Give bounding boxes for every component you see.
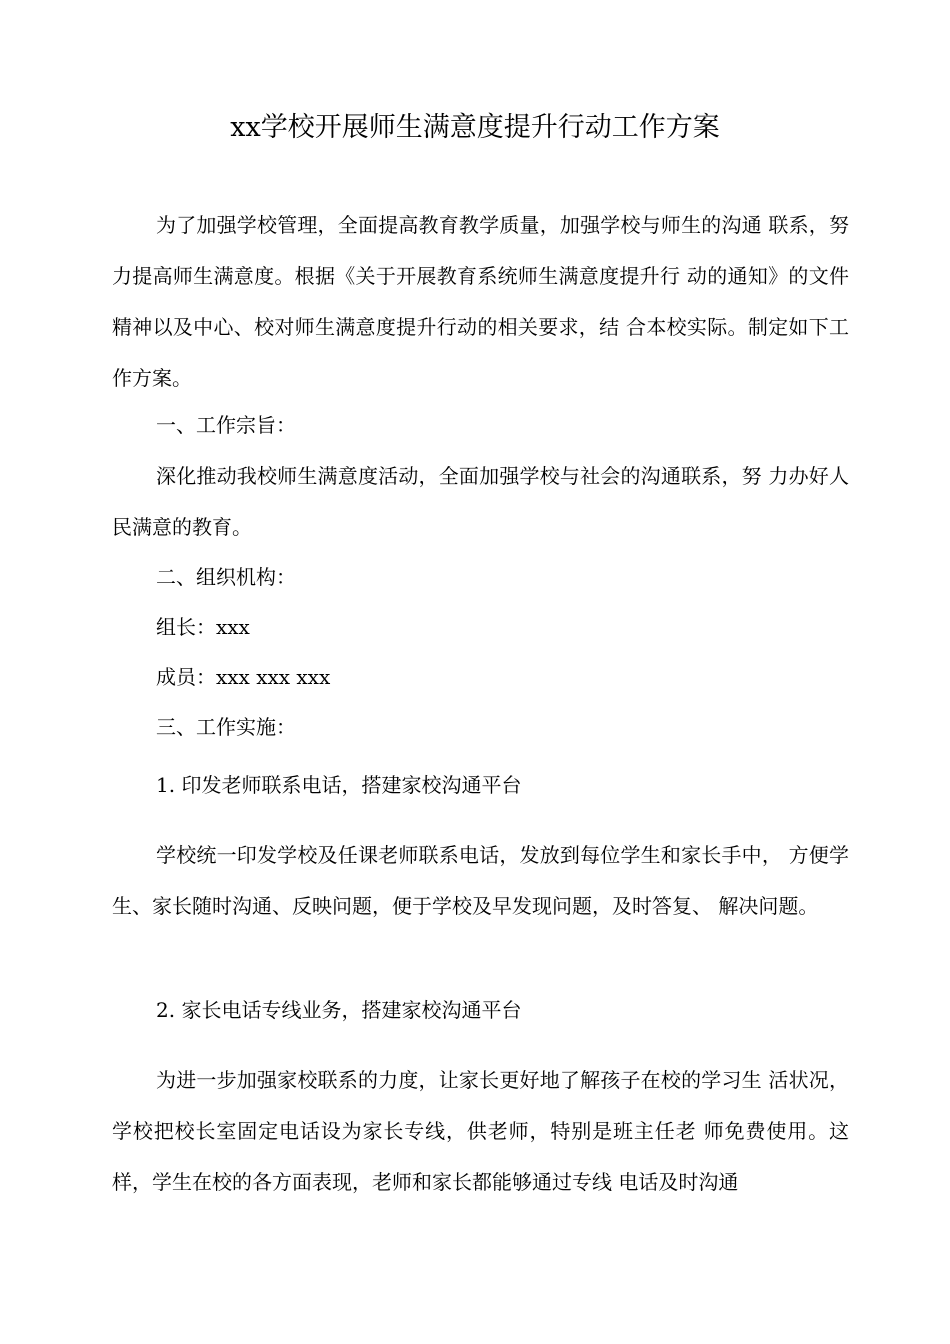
section1-heading: 一、工作宗旨： bbox=[156, 413, 296, 437]
item2-body: 为进一步加强家校联系的力度，让家长更好地了解孩子在校的学习生 活状况，学校把校长室固定电话设为家长专线，供老师，特别是班主任老 师免费使用。这样，学生在校的各方面表现，老师和家长都能够通过专线 电话及时沟通 bbox=[112, 1068, 849, 1194]
document-title: xx学校开展师生满意度提升行动工作方案 bbox=[230, 112, 720, 143]
org-members: 成员：xxx xxx xxx bbox=[156, 665, 331, 689]
item1-heading: 1. 印发老师联系电话，搭建家校沟通平台 bbox=[156, 773, 522, 797]
section1-body: 深化推动我校师生满意度活动，全面加强学校与社会的沟通联系，努 力办好人民满意的教育。 bbox=[112, 464, 849, 539]
intro-paragraph: 为了加强学校管理，全面提高教育教学质量，加强学校与师生的沟通 联系，努力提高师生满意度。根据《关于开展教育系统师生满意度提升行 动的通知》的文件精神以及中心、校对师生满意度提升行动的相关要求，结 合本校实际。制定如下工作方案。 bbox=[112, 213, 849, 390]
item2-heading: 2. 家长电话专线业务，搭建家校沟通平台 bbox=[156, 998, 522, 1022]
section2-heading: 二、组织机构： bbox=[156, 565, 296, 589]
item1-body: 学校统一印发学校及任课老师联系电话，发放到每位学生和家长手中， 方便学生、家长随时沟通、反映问题，便于学校及早发现问题，及时答复、 解决问题。 bbox=[112, 843, 849, 918]
section3-heading: 三、工作实施： bbox=[156, 715, 296, 739]
org-leader: 组长：xxx bbox=[156, 615, 250, 639]
